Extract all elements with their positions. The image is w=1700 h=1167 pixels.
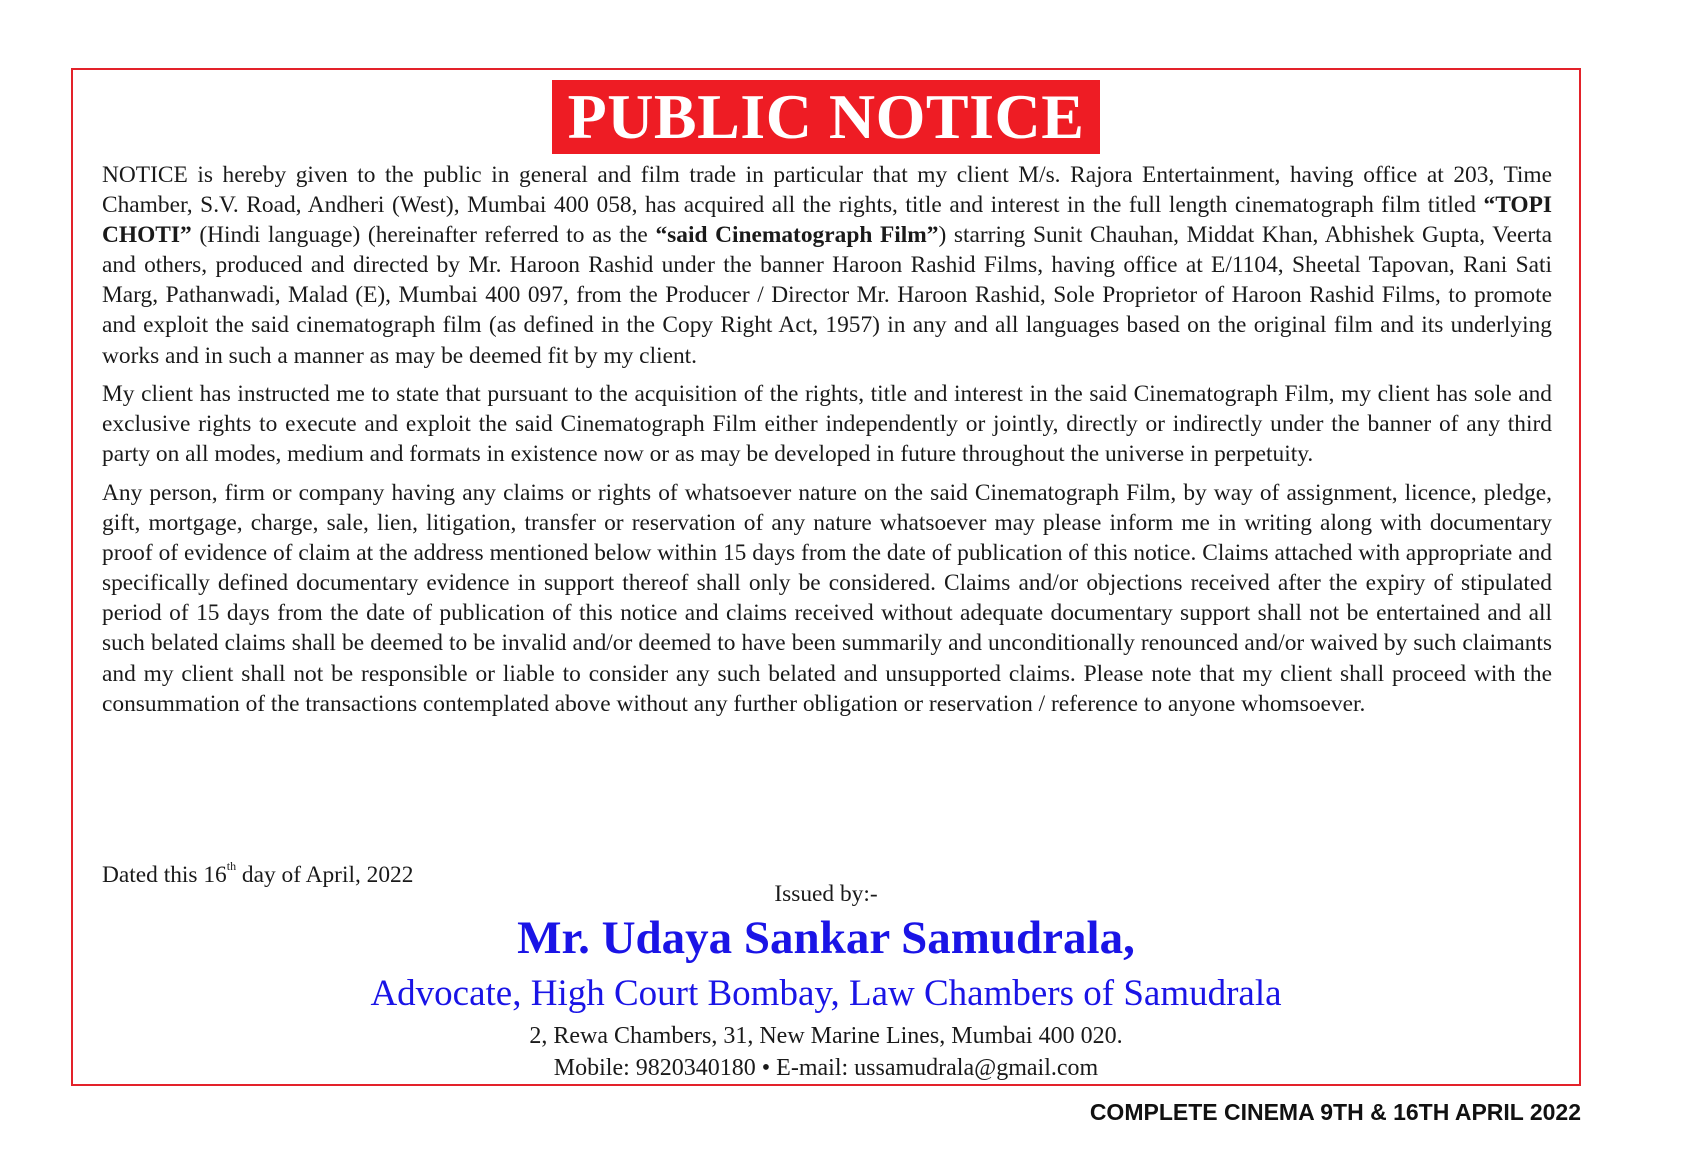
notice-body [102,160,1552,727]
notice-paragraph-3: Any person, firm or company having any claims or rights of whatsoever nature on the said Cinematograph Film, by way of assignment, licence, pledge, gift, mortgage, charge, sale, lien, litigation, transfer or reservation of any nature whatsoever may please inform me in writing along with documentary proof of evidence of claim at the address mentioned below within 15 days from the date of publication of this notice. Claims attached with appropriate and specifically defined documentary evidence in support thereof shall only be considered. Claims and/or objections received after the expiry of stipulated period of 15 days from the date of publication of this notice and claims received without adequate documentary support shall not be entertained and all such belated claims shall be deemed to be invalid and/or deemed to have been summarily and unconditionally renounced and/or waived by such claimants and my client shall not be responsible or liable to consider any such belated and unsupported claims. Please note that my client shall proceed with the consummation of the transactions contemplated above without any further obligation or reservation / reference to anyone whomsoever. [102,479,1552,717]
notice-title: PUBLIC NOTICE [552,80,1101,154]
notice-paragraph-2: My client has instructed me to state that pursuant to the acquisition of the rights, title and interest in the said Cinematograph Film, my client has sole and exclusive rights to execute and exploit the said Cinematograph Film either independently or jointly, directly or indirectly under the banner of any third party on all modes, medium and formats in existence now or as may be developed in future throughout the universe in perpetuity. [102,381,1552,468]
advocate-name: Mr. Udaya Sankar Samudrala, [517,912,1135,964]
issued-by-label: Issued by:- [774,881,878,907]
defined-term: “said Cinematograph Film” [655,222,939,249]
film-title: “TOPI CHOTI” [102,192,1552,249]
advocate-title: Advocate, High Court Bombay, Law Chambers of Samudrala [370,973,1282,1014]
paragraph-1-part-2: (Hindi language) (hereinafter referred to as the [191,222,656,249]
dated-prefix: Dated this 16 [102,862,227,888]
public-notice-frame [71,68,1581,1086]
paragraph-1-part-3: ) starring Sunit Chauhan, Middat Khan, Abhishek Gupta, Veerta and others, produced and directed by Mr. Haroon Rashid under the banner Haroon Rashid Films, having office at E/1104, Sheetal Tapovan, Rani Sati Marg, Pathanwadi, Malad (E), Mumbai 400 097, from the Producer / Director Mr. Haroon Rashid, Sole Proprietor of Haroon Rashid Films, to promote and exploit the said cinematograph film (as defined in the Copy Right Act, 1957) in any and all languages based on the original film and its underlying works and in such a manner as may be deemed fit by my client. [102,222,1552,369]
notice-paragraph-1 [102,160,1552,371]
dated-suffix: day of April, 2022 [236,862,414,888]
dated-ordinal-suffix: th [226,859,237,874]
advocate-contact: Mobile: 9820340180 • E-mail: ussamudrala@gmail.com [553,1055,1099,1081]
paragraph-1-part-1: NOTICE is hereby given to the public in general and film trade in particular that my client M/s. Rajora Entertainment, having office at 203, Time Chamber, S.V. Road, Andheri (West), Mumbai 400 058, has acquired all the rights, title and interest in the full length cinematograph film titled [102,162,1552,219]
advocate-address: 2, Rewa Chambers, 31, New Marine Lines, Mumbai 400 020. [529,1023,1123,1049]
publication-caption: COMPLETE CINEMA 9TH & 16TH APRIL 2022 [1089,1099,1581,1125]
title-wrapper [73,80,1579,154]
